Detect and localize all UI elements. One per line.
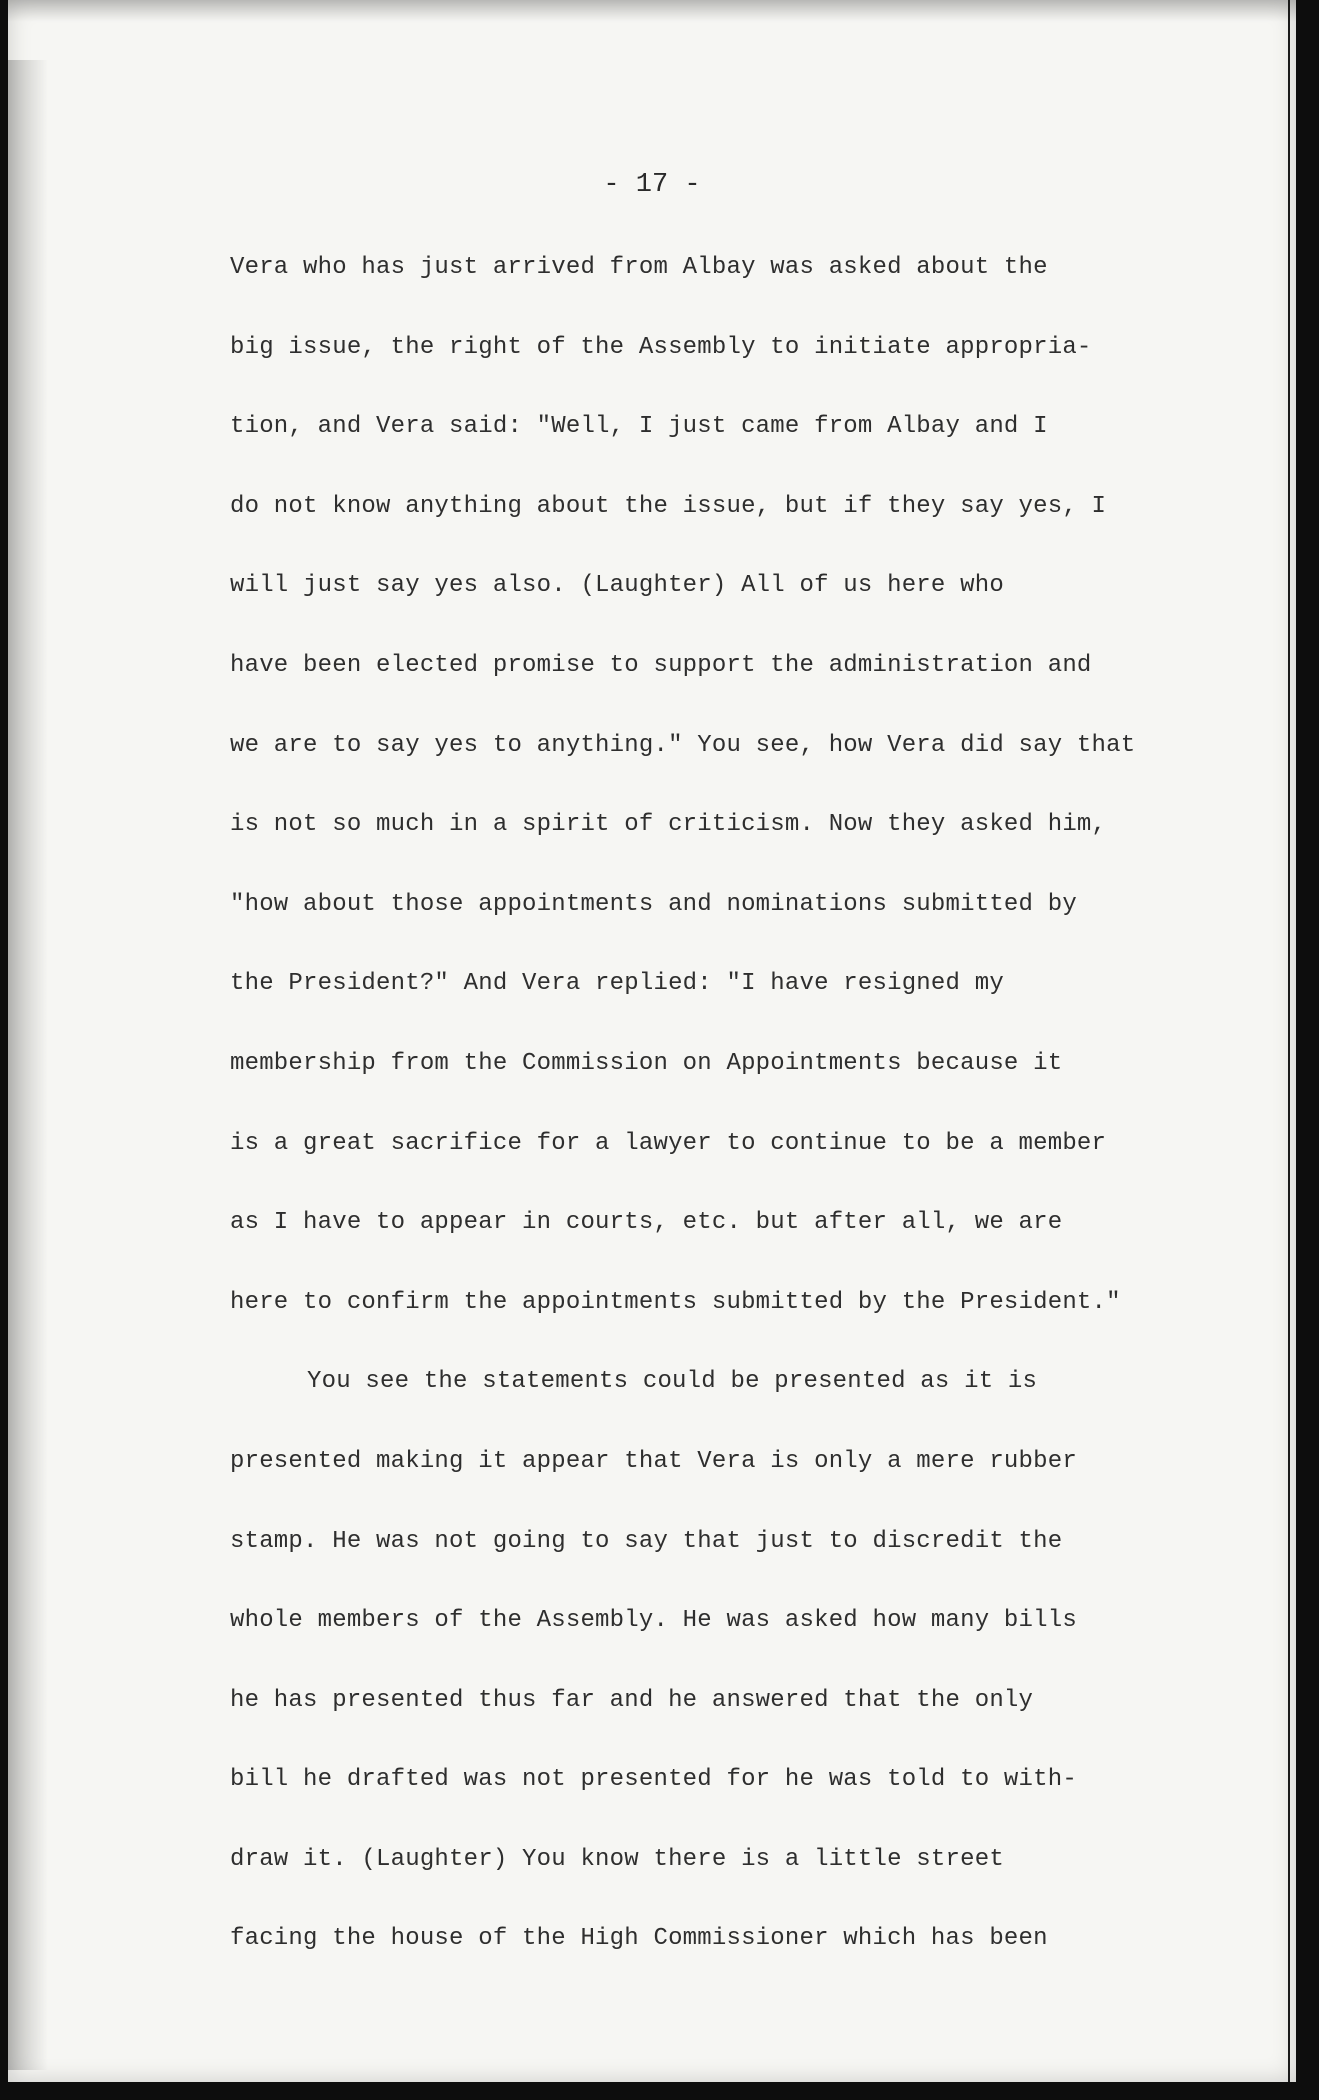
scan-edge-shadow [8,60,48,2070]
text-line: will just say yes also. (Laughter) All of us here who [230,572,1004,600]
text-line: here to confirm the appointments submitted by the President." [230,1288,1121,1316]
text-line: membership from the Commission on Appointments because it [230,1049,1063,1077]
paragraph-start-line: You see the statements could be presented as it is [307,1368,1038,1396]
text-line: tion, and Vera said: "Well, I just came from Albay and I [230,413,1048,441]
text-line: is not so much in a spirit of criticism. Now they asked him, [230,811,1107,839]
text-line: the President?" And Vera replied: "I have resigned my [230,970,1004,998]
text-line: bill he drafted was not presented for he was told to with- [230,1766,1077,1794]
scan-top-shadow [8,0,1296,22]
text-line: presented making it appear that Vera is only a mere rubber [230,1447,1077,1475]
text-line: facing the house of the High Commissioner which has been [230,1925,1048,1953]
page-edge-line [1288,0,1290,2082]
document-page [8,0,1296,2082]
text-line: "how about those appointments and nominations submitted by [230,890,1077,918]
text-line: Vera who has just arrived from Albay was asked about the [230,254,1048,281]
text-line: whole members of the Assembly. He was asked how many bills [230,1607,1077,1635]
text-line: have been elected promise to support the administration and [230,651,1092,679]
typed-text-body [230,248,1135,1999]
text-line: draw it. (Laughter) You know there is a little street [230,1845,1004,1873]
text-line: we are to say yes to anything." You see, how Vera did say that [230,731,1136,759]
page-number: - 17 - [603,170,701,200]
text-line: do not know anything about the issue, but if they say yes, I [230,492,1107,520]
text-line: stamp. He was not going to say that just to discredit the [230,1527,1063,1555]
text-line: as I have to appear in courts, etc. but after all, we are [230,1209,1063,1237]
text-line: he has presented thus far and he answered that the only [230,1686,1034,1714]
text-line: is a great sacrifice for a lawyer to continue to be a member [230,1129,1107,1157]
text-line: big issue, the right of the Assembly to initiate appropria- [230,333,1092,361]
